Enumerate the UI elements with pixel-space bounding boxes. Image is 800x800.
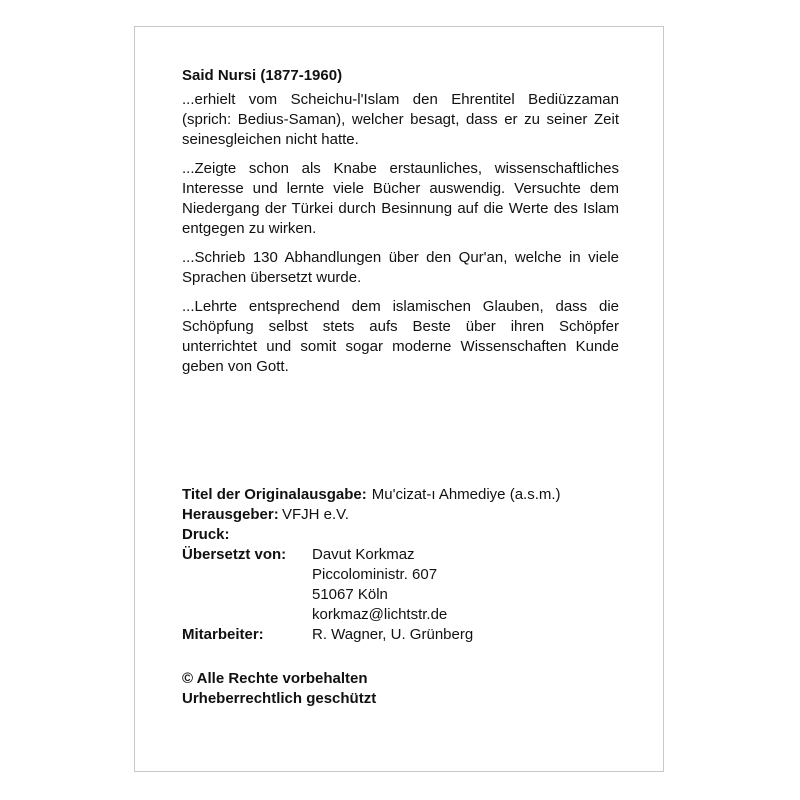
translator-city: 51067 Köln — [312, 586, 388, 603]
publisher-row — [182, 505, 619, 525]
bio-paragraph: ...Schrieb 130 Abhandlungen über den Qur'an, welche in viele Sprachen übersetzt wurde. — [182, 249, 619, 286]
imprint-section — [182, 485, 619, 645]
translator-address — [312, 545, 619, 625]
translator-email: korkmaz@lichtstr.de — [312, 606, 448, 623]
contributors-value: R. Wagner, U. Grünberg — [312, 626, 474, 643]
copyright-line: © Alle Rechte vorbehalten — [182, 670, 368, 687]
translator-name: Davut Korkmaz — [312, 546, 415, 563]
bio-paragraph: ...Lehrte entsprechend dem islamischen Glauben, dass die Schöpfung selbst stets aufs Beste über ihren Schöpfer unterrichtet und somit sogar moderne Wissenschaften Kunde geben von Gott. — [182, 298, 619, 375]
original-title-value: Mu'cizat-ı Ahmediye (a.s.m.) — [371, 486, 561, 503]
contributors-row — [182, 625, 619, 645]
publisher-value: VFJH e.V. — [282, 506, 349, 523]
original-title-label: Titel der Originalausgabe: — [182, 486, 367, 503]
contributors-label: Mitarbeiter: — [182, 626, 264, 643]
print-row — [182, 525, 619, 545]
book-page — [134, 26, 664, 772]
translator-street: Piccoloministr. 607 — [312, 566, 438, 583]
biography-section — [182, 90, 619, 386]
original-title-row — [182, 485, 619, 505]
translator-label: Übersetzt von: — [182, 546, 287, 563]
bio-paragraph: ...erhielt vom Scheichu-l'Islam den Ehrentitel Bediüzzaman (sprich: Bedius-Saman), welcher besagt, dass er zu seiner Zeit seinesgleichen nicht hatte. — [182, 91, 619, 148]
copyright-protection-line: Urheberrechtlich geschützt — [182, 690, 377, 707]
translator-row — [182, 545, 619, 625]
print-value — [312, 525, 619, 545]
bio-paragraph: ...Zeigte schon als Knabe erstaunliches, wissenschaftliches Interesse und lernte viele Bücher auswendig. Versuchte dem Niedergang der Türkei durch Besinnung auf die Werte des Islam entgegen zu wirken. — [182, 160, 619, 237]
copyright-notice — [182, 669, 376, 709]
page-heading: Said Nursi (1877-1960) — [182, 67, 343, 84]
publisher-label: Herausgeber: — [182, 506, 279, 523]
print-label: Druck: — [182, 526, 230, 543]
